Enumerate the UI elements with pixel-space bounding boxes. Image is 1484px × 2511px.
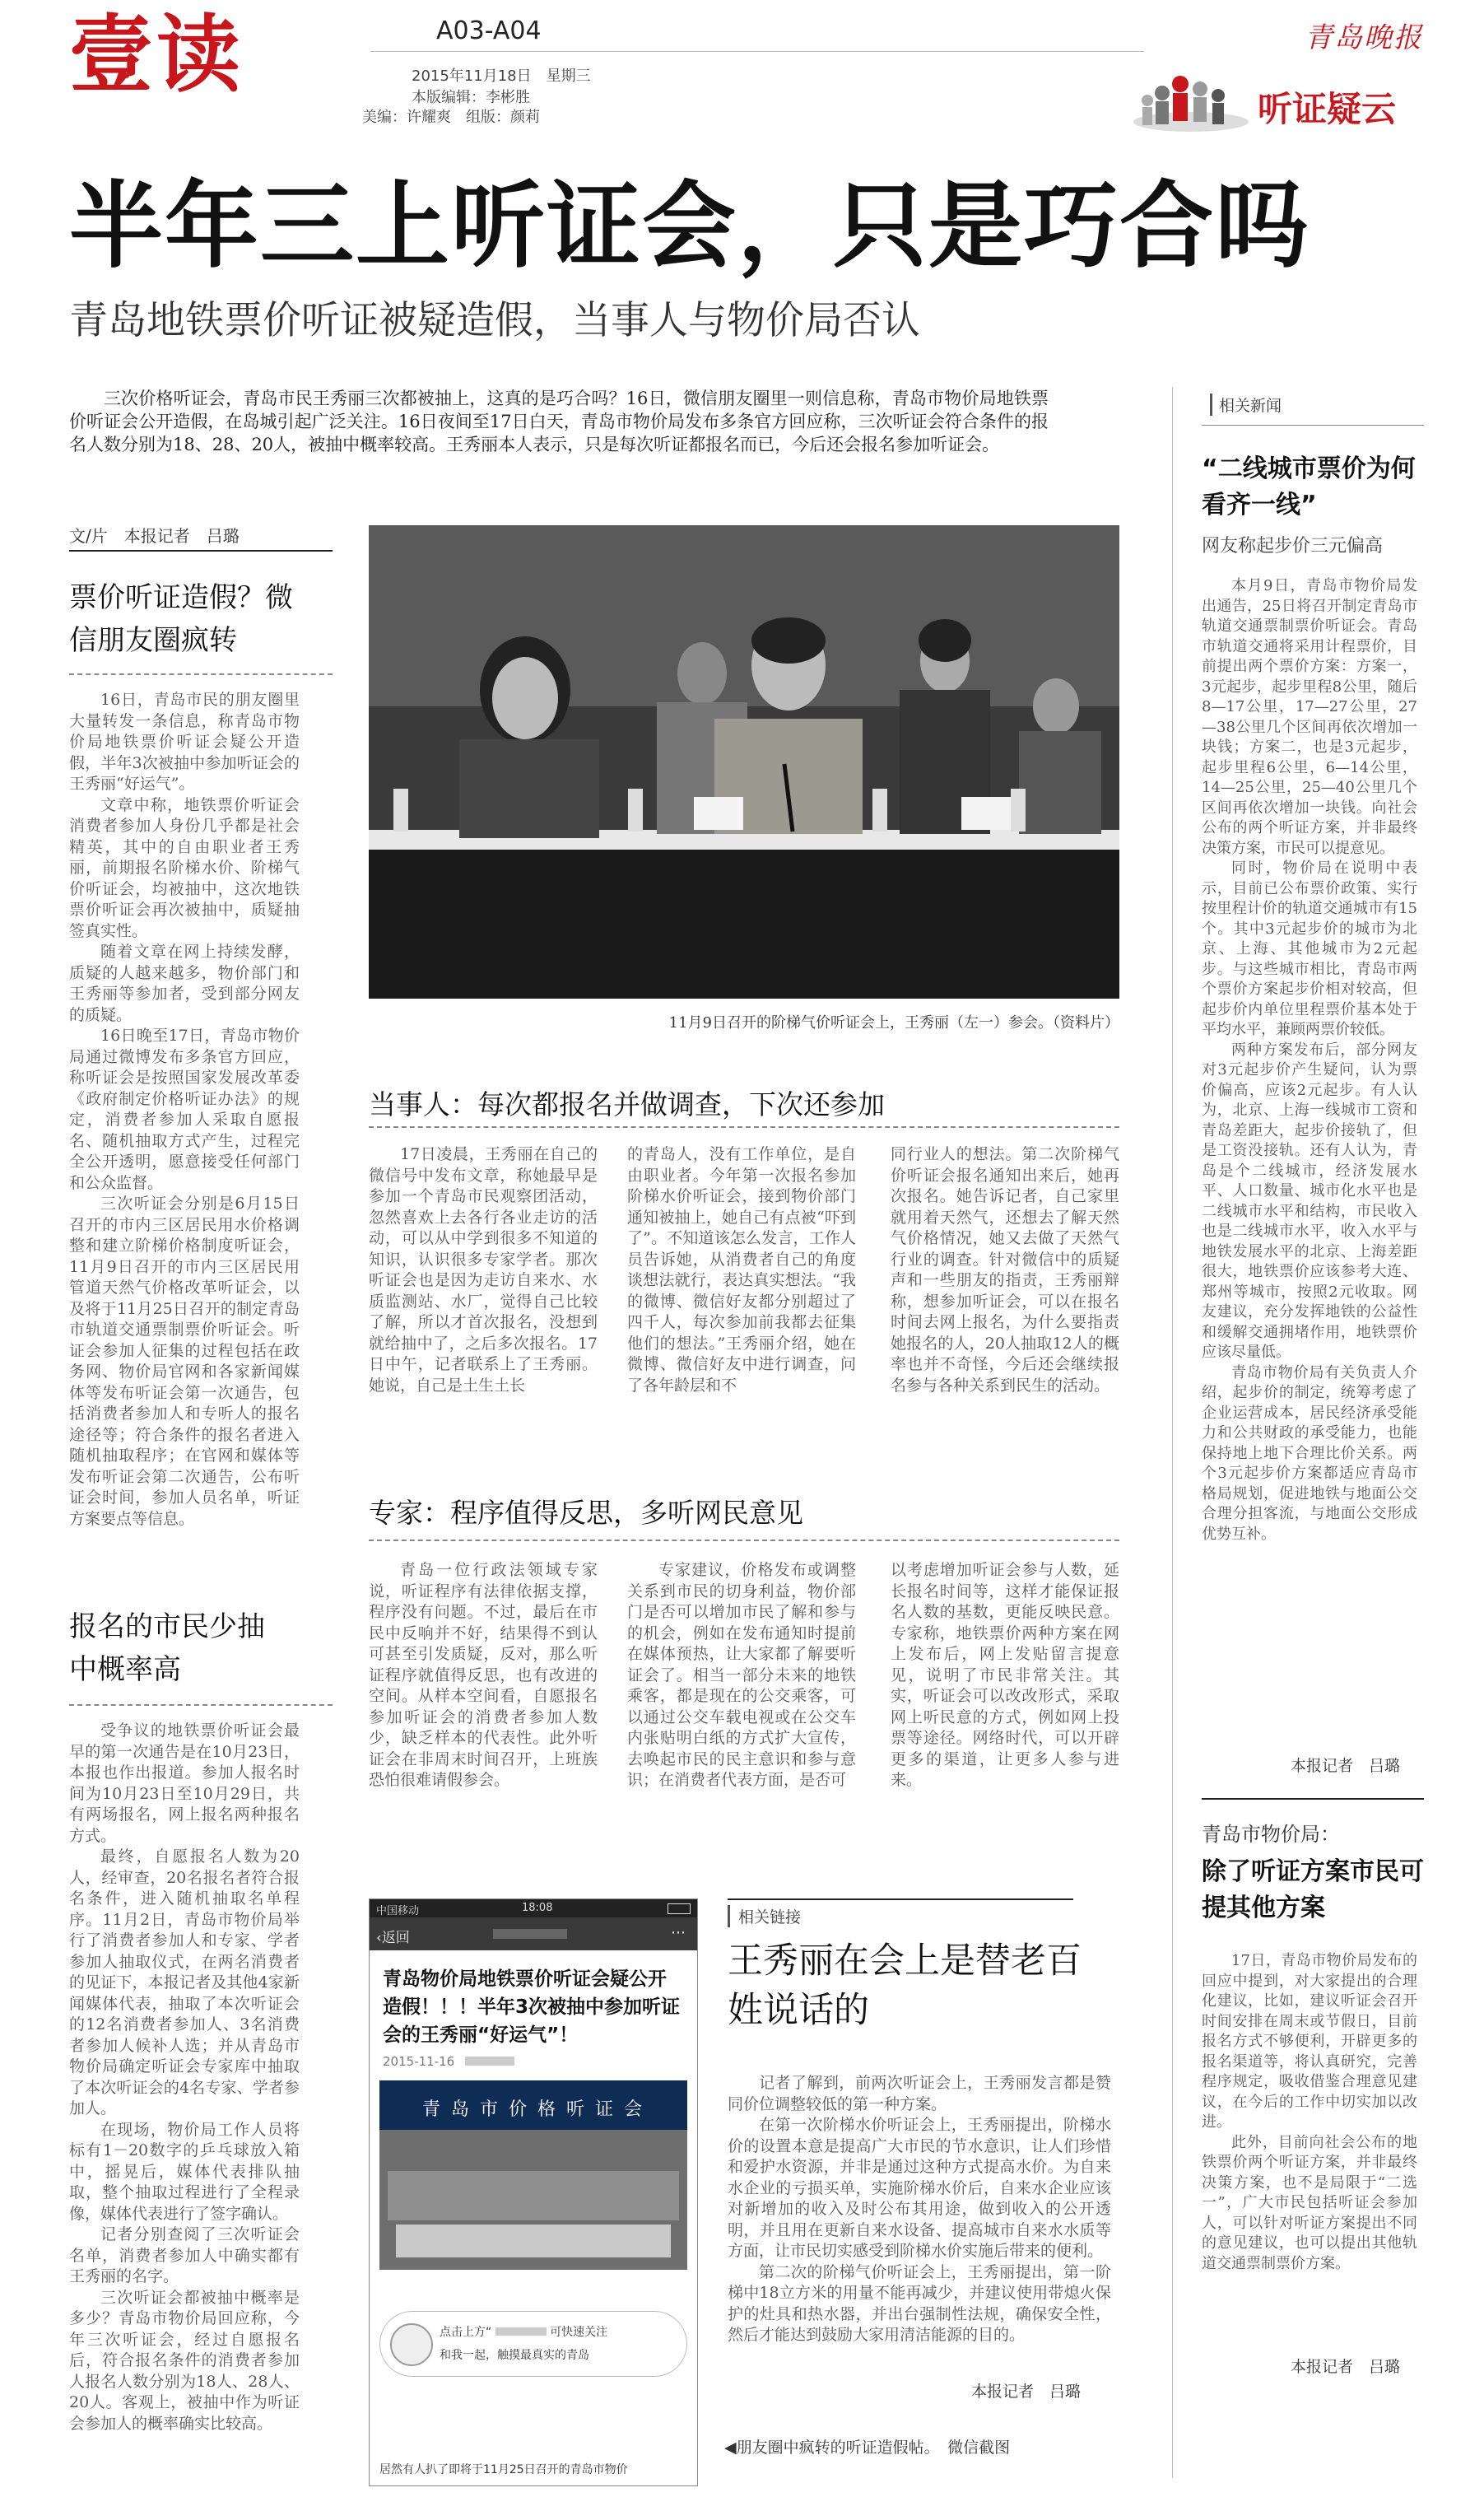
byline-rule (69, 550, 333, 552)
left-para: 随着文章在网上持续发酵，质疑的人越来越多，物价部门和王秀丽等参加者，受到部分网友的质疑。 (69, 943, 300, 1024)
article-date-text: 2015-11-16 (383, 2054, 455, 2069)
left-para: 最终，自愿报名人数为20人，经审查，20名报名者符合报名条件，进入随机抽取名单程序。11月2日，青岛市物价局举行了消费者参加人和专家、学者参加人抽取仪式，在两名消费者的见证下，本报记者及其他4家新闻媒体代表，抽取了本次听证会的12名消费者参加人、3名消费者参加人候补人选；并从青岛市物价局确定听证会专家库中抽取了本次听证会的4名专家、学者参加人。 (69, 1847, 300, 2117)
back-button[interactable] (376, 1926, 410, 1946)
right-section-rule (1202, 1798, 1424, 1800)
photo-caption: 11月9日召开的阶梯气价听证会上，王秀丽（左一）参会。（资料片） (668, 1014, 1119, 1032)
related-news-label: 相关新闻 (1210, 394, 1282, 416)
related-para: 记者了解到，前两次听证会上，王秀丽发言都是赞同价位调整较低的第一种方案。 (728, 2074, 1111, 2113)
phone-status-bar (370, 1899, 697, 1917)
newspaper-name: 青岛晚报 (1305, 21, 1423, 54)
screenshot-caption: ◀朋友圈中疯转的听证造假帖。 微信截图 (724, 2439, 1011, 2457)
right-heading-1: “二线城市票价为何看齐一线” (1202, 454, 1416, 519)
title-placeholder (493, 1929, 567, 1939)
left-para: 三次听证会都被抽中概率是多少？青岛市物价局回应称，今年三次听证会，经过自愿报名后，符合报名条件的消费者参加人报名人数分别为18人、28人、20人。客观上，被抽中作为听证会参加人的概率确实比较高。 (69, 2288, 300, 2433)
art-editor: 美编：许耀爽 组版：颜莉 (362, 109, 540, 126)
expert-col-1: 青岛一位行政法领域专家说，听证程序有法律依据支撑，程序没有问题。不过，最后在市民中反响并不好，结果得不到认可甚至引发质疑，反对，那么听证程序就值得反思，也有改进的空间。从样本空间看，自愿报名参加听证会的消费者参加人数少，缺乏样本的代表性。此外听证会在非周末时间召开，上班族恐怕很难请假参会。 (369, 1561, 598, 1789)
expert-heading-rule (369, 1540, 1119, 1541)
related-para: 第二次的阶梯气价听证会上，王秀丽提出，第一阶梯中18立方米的用量不能再减少，并建议使用带熄火保护的灶具和热水器，并出台强制性法规，确保安全性，然后才能达到鼓励大家用清洁能源的目的。 (728, 2262, 1111, 2344)
left-heading-2: 报名的市民少抽中概率高 (69, 1610, 265, 1686)
party-col-1: 17日凌晨，王秀丽在自己的微信号中发布文章，称她最早是参加一个青岛市民观察团活动，忽然喜欢上去各行各业走访的活动，可以从中学到很多不知道的知识，认识很多专家学者。那次听证会也是因为走访自来水、水质监测站、水厂，觉得自己比较了解，所以才首次报名，没想到就给抽中了，之后多次报名。17日中午，记者联系上了王秀丽。她说，自己是土生土长 (369, 1145, 598, 1395)
left-para: 受争议的地铁票价听证会最早的第一次通告是在10月23日，本报也作出报道。参加人报名时间为10月23日至10月29日，共有两场报名，网上报名两种报名方式。 (69, 1721, 300, 1845)
byline: 文/片 本报记者 吕璐 (69, 526, 240, 546)
party-heading: 当事人：每次都报名并做调查，下次还参加 (369, 1088, 885, 1120)
article-date (370, 2054, 697, 2069)
related-link-tag: 相关链接 (728, 1905, 809, 1927)
right-column-body-1 (1202, 576, 1417, 1544)
left-para: 16日晚至17日，青岛市物价局通过微博发布多条官方回应，称听证会是按照国家发展改革委《政府制定价格听证办法》的规定，消费者参加人采取自愿报名、随机抽取方式产生，过程完全公开透明，愿意接受任何部门和公众监督。 (69, 1027, 300, 1192)
hearing-photo (369, 525, 1119, 999)
right-para: 17日，青岛市物价局发布的回应中提到，对大家提出的合理化建议，比如，建议听证会召开时间安排在周末或节假日，目前报名方式不够便利，开辟更多的报名渠道等，将认真研究，完善程序规定，吸收借鉴合理意见建议，在今后的工作中切实加以改进。 (1202, 1952, 1417, 2131)
related-link-body (728, 2073, 1111, 2346)
right-para: 青岛市物价局有关负责人介绍，起步价的制定，统筹考虑了企业运营成本，居民经济承受能力和公共财政的承受能力，也能保持地上地下合理比价关系。两个3元起步价方案都适应青岛市格局规划，促进地铁与地面公交合理分担客流，与地面公交形成优势互补。 (1202, 1363, 1417, 1543)
status-time: 18:08 (522, 1902, 553, 1914)
page-editor: 本版编辑：李彬胜 (412, 89, 530, 106)
expert-heading: 专家：程序值得反思，多听网民意见 (369, 1497, 803, 1529)
phone-bottom-text: 居然有人扒了即将于11月25日召开的青岛市物价 (379, 2463, 628, 2476)
follow-text-2: 可快速关注 (550, 2326, 608, 2339)
wechat-screenshot (369, 1898, 698, 2486)
people-figures-icon (1129, 64, 1253, 138)
page-numbers: A03-A04 (436, 16, 542, 45)
left-para: 记者分别查阅了三次听证会名单，消费者参加人中确实都有王秀丽的名字。 (69, 2225, 300, 2285)
related-link-label (728, 1898, 1073, 1930)
article-photo (379, 2080, 687, 2270)
right-para: 本月9日，青岛市物价局发出通告，25日将召开制定青岛市轨道交通票制票价听证会。青岛市轨道交通将采用计程票价，目前提出两个票价方案：方案一，3元起步，起步里程8公里，随后8—17公里，17—27公里，27—38公里几个区间再依次增加一块钱；方案二，也是3元起步，起步里程6公里，6—14公里，14—25公里，25—40公里几个区间再依次增加一块钱。向社会公布的两个听证方案，并非最终决策方案，市民可以提意见。 (1202, 577, 1417, 857)
mascot-icon (390, 2323, 433, 2366)
expert-col-2: 专家建议，价格发布或调整关系到市民的切身利益，物价部门是否可以增加市民了解和参与的机会，例如在发布通知时提前在媒体预热，让大家都了解要听证会了。相当一部分未来的地铁乘客，都是现在的公交乘客，可以通过公交车载电视或在公交车内张贴明白纸的方式扩大宣传，去唤起市民的民主意识和参与意识；在消费者代表方面，是否可 (627, 1561, 856, 1789)
left-heading-1-rule (69, 673, 333, 675)
battery-icon (668, 1903, 691, 1914)
left-heading-1: 票价听证造假？微信朋友圈疯转 (69, 581, 293, 657)
issue-date: 2015年11月18日 星期三 (412, 68, 591, 85)
party-col-2: 的青岛人，没有工作单位，是自由职业者。今年第一次报名参加阶梯水价听证会，接到物价部门通知被抽上，她自己有点被“吓到了”。不知道该怎么发言，工作人员告诉她，从消费者自己的角度谈想法就行，表达真实想法。“我的微博、微信好友都分别超过了四千人，每次参加前我都去征集他们的想法。”王秀丽介绍，她在微博、微信好友中进行调查，问了各年龄层和不 (627, 1145, 856, 1395)
lead-paragraph: 三次价格听证会，青岛市民王秀丽三次都被抽上，这真的是巧合吗？16日，微信朋友圈里一则信息称，青岛市物价局地铁票价听证会公开造假，在岛城引起广泛关注。16日夜间至17日白天，青岛市物价局发布多条官方回应称，三次听证会符合条件的报名人数分别为18、28、20人，被抽中概率较高。王秀丽本人表示，只是每次听证都报名而已，今后还会报名参加听证会。 (69, 389, 1049, 454)
right-para: 同时，物价局在说明中表示，目前已公布票价政策、实行按里程计价的轨道交通城市有15个。其中3元起步价的城市为北京、上海、其他城市为2元起步。与这些城市相比，青岛市两个票价方案起步价相对较高，但起步价内单位里程票价基本处于平均水平，兼顾两票价较低。 (1202, 860, 1417, 1038)
right-byline-2: 本报记者 吕璐 (1291, 2358, 1401, 2376)
left-para: 文章中称，地铁票价听证会消费者参加人身份几乎都是社会精英，其中的自由职业者王秀丽，前期报名阶梯水价、阶梯气价听证会，均被抽中，这次地铁票价听证会再次被抽中，质疑抽签真实性。 (69, 795, 300, 940)
back-label: 返回 (381, 1930, 410, 1946)
party-heading-rule (369, 1126, 1119, 1128)
follow-text-1: 点击上方“ (440, 2326, 492, 2339)
right-subheading-1: 网友称起步价三元偏高 (1202, 536, 1384, 557)
left-para: 16日，青岛市民的朋友圈里大量转发一条信息，称青岛市物价局地铁票价听证会疑公开造假，半年3次被抽中参加听证会的王秀丽“好运气”。 (69, 691, 300, 793)
column-name: 听证疑云 (1258, 89, 1397, 129)
headline: 半年三上听证会，只是巧合吗 (69, 171, 1311, 281)
section-logo: 壹读 (69, 7, 244, 105)
subheadline: 青岛地铁票价听证被疑造假，当事人与物价局否认 (69, 298, 920, 343)
masthead-divider (370, 51, 1144, 52)
phone-nav-bar (370, 1917, 697, 1950)
article-photo-banner: 青 岛 市 价 格 听 证 会 (422, 2099, 644, 2120)
right-para: 此外，目前向社会公布的地铁票价两个听证方案，并非最终决策方案，也不是局限于“二选一”，广大市民包括听证会参加人，可以针对听证方案提出不同的意见建议，也可以提出其他轨道交通票制票价方案。 (1202, 2133, 1417, 2272)
related-para: 在第一次阶梯水价听证会上，王秀丽提出，阶梯水价的设置本意是提高广大市民的节水意识，让人们珍惜和爱护水资源，并非是通过这种方式提高水价。为自来水企业的亏损买单，实施阶梯水价后，自来水企业应该对新增加的收入及时公布其用途，做到收入的公开透明，并且用在更新自来水设备、提高城市自来水水质等方面，让市民切实感受到阶梯水价实施后带来的便利。 (728, 2116, 1111, 2260)
left-heading-2-rule (69, 1704, 333, 1706)
follow-text-3: 和我一起，触摸最真实的青岛 (440, 2349, 589, 2362)
more-icon[interactable]: ⋯ (671, 1924, 686, 1941)
right-heading-2-pre: 青岛市物价局： (1202, 1823, 1340, 1846)
expert-col-3: 以考虑增加听证会参与人数，延长报名时间等，这样才能保证报名人数的基数，更能反映民意。专家称，地铁票价两种方案在网上发布后，网上发贴留言提意见，说明了市民非常关注。其实，听证会可以改改形式，采取网上听民意的方式，例如网上投票等途径。网络时代，可以开辟更多的渠道，让更多人参与进来。 (891, 1561, 1119, 1789)
left-column-body-1 (69, 690, 300, 1530)
related-link-title: 王秀丽在会上是替老百姓说话的 (728, 1940, 1082, 2031)
right-byline-1: 本报记者 吕璐 (1291, 1757, 1401, 1775)
party-col-3: 同行业人的想法。第二次阶梯气价听证会报名通知出来后，她再次报名。她告诉记者，自己家里就用着天然气，还想去了解天然气价格情况，她又去做了天然气行业的调查。针对微信中的质疑声和一些朋友的指责，王秀丽辩称，想参加听证会，可以在报名时间去网上报名，为什么要指责她报名的人，20人抽取12人的概率也并不奇怪，今后还会继续报名参与各种关系到民生的活动。 (891, 1145, 1119, 1395)
related-news-rule (1202, 425, 1424, 426)
author-placeholder (465, 2057, 514, 2066)
follow-box[interactable] (379, 2311, 687, 2377)
right-para: 两种方案发布后，部分网友对3元起步价产生疑问，认为票价偏高，应该2元起步。有人认为，北京、上海一线城市工资和青岛差距大，起步价接轨了，但是工资没接轨。还有人认为，青岛是个二线城市，经济发展水平、人口数量、城市化水平也是二线城市水平和结构，市民收入也是二线城市水平，收入水平与地铁发展水平的北京、上海差距很大，地铁票价应该参考大连、郑州等城市，按照2元收取。网友建议，充分发挥地铁的公益性和缓解交通拥堵作用，地铁票价应该尽量低。 (1202, 1041, 1417, 1361)
related-link-byline: 本报记者 吕璐 (971, 2383, 1082, 2401)
left-para: 三次听证会分别是6月15日召开的市内三区居民用水价格调整和建立阶梯价格制度听证会，11月9日召开的市内三区居民用管道天然气价格改革听证会，以及将于11月25日召开的制定青岛市轨道交通票制票价听证会。听证会参加人征集的过程包括在政务网、物价局官网和各家新闻媒体等发布听证会第一次通告，包括消费者参加人和专听人的报名途径等；符合条件的报名者进入随机抽取程序；在官网和媒体等发布听证会第二次通告，公布听证会时间，参加人员名单，听证方案要点等信息。 (69, 1195, 300, 1528)
article-title: 青岛物价局地铁票价听证会疑公开造假！！！半年3次被抽中参加听证会的王秀丽“好运气”！ (383, 1968, 681, 2046)
right-column-body-2 (1202, 1951, 1417, 2274)
status-carrier: 中国移动 (376, 1905, 420, 1917)
chevron-left-icon: ‹ (376, 1930, 382, 1946)
left-para: 在现场，物价局工作人员将标有1－20数字的乒乓球放入箱中，摇晃后，媒体代表排队抽取，整个抽取过程进行了全程录像，媒体代表进行了签字确认。 (69, 2120, 300, 2223)
right-column-divider (1172, 387, 1173, 2478)
left-column-body-2 (69, 1721, 300, 2434)
right-heading-2: 除了听证方案市民可提其他方案 (1202, 1857, 1424, 1922)
